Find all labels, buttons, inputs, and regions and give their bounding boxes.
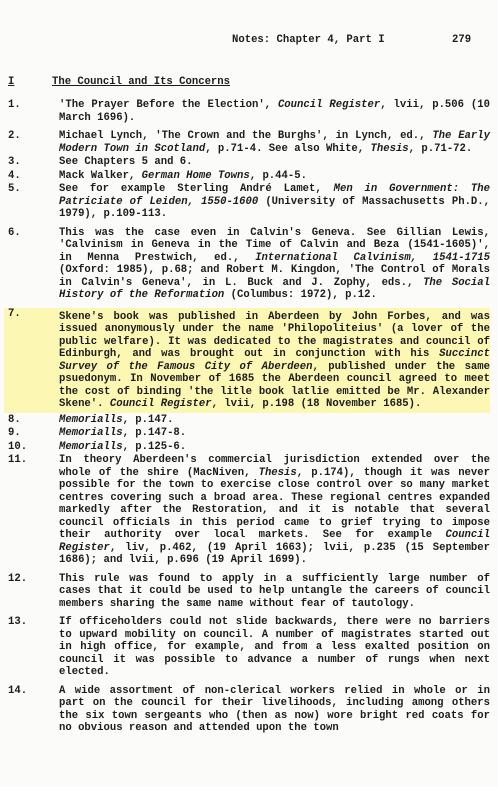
section-title: The Council and Its Concerns xyxy=(52,76,231,88)
italic-title: Council Register xyxy=(109,398,212,410)
text-run: If officeholders could not slide backwards, there were no barriers to upward mobility on council. A number of magistrates started out in high office, for example, and from a less exalted position on council it was possible to advance a number of rungs when next elected. xyxy=(59,616,490,678)
endnote-text xyxy=(59,183,490,221)
endnote-10 xyxy=(8,441,490,454)
endnote-text xyxy=(59,454,490,567)
highlighted-note xyxy=(4,308,490,413)
endnote-number: 8. xyxy=(8,413,21,426)
endnote-text xyxy=(59,170,490,183)
text-run: See for example Sterling André Lamet, xyxy=(59,183,334,195)
italic-title: Memorialls xyxy=(59,427,123,439)
italic-title: Memorialls xyxy=(59,440,123,453)
endnote-1 xyxy=(8,99,490,124)
running-header xyxy=(0,34,498,48)
endnote-number: 4. xyxy=(8,169,21,182)
text-run: Michael Lynch, 'The Crown and the Burghs', in Lynch, ed., xyxy=(59,130,433,142)
italic-title: Council Register xyxy=(277,99,381,111)
endnote-text xyxy=(59,227,490,302)
text-run: , p.147. xyxy=(122,413,174,426)
endnote-text xyxy=(59,130,490,155)
endnote-text xyxy=(59,99,490,124)
text-run: , lvii, p.198 (18 November 1685). xyxy=(211,398,422,410)
italic-title: Council Register xyxy=(59,529,490,554)
italic-title: Succinct Survey of the Famous City of Aberdeen xyxy=(59,348,490,373)
endnote-text xyxy=(59,311,490,411)
endnote-number: 1. xyxy=(8,99,21,111)
text-run: (Oxford: 1985), p.68; and Robert M. Kingdon, 'The Control of Morals in Calvin's Geneva', in L. Buck and J. Zophy, eds., xyxy=(59,264,490,289)
text-run: A wide assortment of non-clerical workers relied in whole or in part on the council for their livelihoods, including among others the six town sergeants who (then as now) wore bright red coats for no obvious reason and attended upon the town xyxy=(59,684,490,734)
endnote-number: 7. xyxy=(8,307,21,320)
page-number: 279 xyxy=(452,34,472,46)
endnote-7 xyxy=(8,308,490,413)
endnote-number: 14. xyxy=(8,684,28,697)
text-run: , p.71-4. See also White, xyxy=(205,142,371,155)
endnote-13 xyxy=(8,616,490,679)
section-number: I xyxy=(8,76,15,88)
endnote-number: 10. xyxy=(8,440,28,453)
italic-title: The Early Modern Town in Scotland xyxy=(59,130,490,155)
text-run: , p.125-6. xyxy=(122,440,187,453)
endnote-5 xyxy=(8,183,490,221)
italic-title: Thesis xyxy=(258,466,297,479)
endnote-text xyxy=(59,685,490,735)
endnote-2 xyxy=(8,130,490,155)
endnote-4 xyxy=(8,170,490,183)
italic-title: International Calvinism, 1541-1715 xyxy=(255,251,490,264)
text-run: (University of Massachusetts Ph.D., 1979), p.109-113. xyxy=(59,195,490,220)
endnote-text xyxy=(59,427,490,440)
endnote-text xyxy=(59,156,490,169)
section-heading xyxy=(8,76,488,88)
header-title: Notes: Chapter 4, Part I xyxy=(232,34,385,46)
endnotes-list xyxy=(8,99,490,735)
endnote-number: 11. xyxy=(8,454,28,466)
text-run: This rule was found to apply in a sufficiently large number of cases that it could be used to help untangle the careers of council members sharing the same name without fear of tautology. xyxy=(59,572,490,610)
text-run: , p.174), though it was never possible for the town to exercise close control over so many market centres covering such a broad area. These regional centres expanded markedly after the Restoration, and it is notable that several council officials in this period came to grief trying to impose their authority over local markets. See for example xyxy=(59,466,490,541)
text-run: (Columbus: 1972), p.12. xyxy=(224,289,377,301)
endnote-11 xyxy=(8,454,490,567)
italic-title: The Social History of the Reformation xyxy=(59,276,490,301)
text-run: 'The Prayer Before the Election', xyxy=(59,99,278,111)
endnote-3 xyxy=(8,156,490,169)
text-run: , p.147-8. xyxy=(122,427,187,439)
endnote-text xyxy=(59,616,490,679)
endnote-number: 2. xyxy=(8,130,21,142)
endnote-text xyxy=(59,441,490,454)
text-run: See Chapters 5 and 6. xyxy=(59,156,193,168)
text-run: , p.44-5. xyxy=(249,169,307,182)
endnote-8 xyxy=(8,414,490,427)
endnote-number: 13. xyxy=(8,616,28,628)
text-run: This was the case even in Calvin's Geneva. See Gillian Lewis, 'Calvinism in Geneva in the Time of Calvin and Beza (1541-1605)', in Menna Prestwich, ed., xyxy=(59,226,490,264)
text-run: , liv, p.462, (19 April 1663); lvii, p.235 (15 September 1686); and lvii, p.696 (19 April 1699). xyxy=(59,541,490,566)
text-run: In theory Aberdeen's commercial jurisdiction extended over the whole of the shire (MacNiven, xyxy=(59,454,490,479)
italic-title: Memorialls xyxy=(59,413,123,426)
endnote-number: 6. xyxy=(8,226,21,239)
endnote-12 xyxy=(8,573,490,611)
italic-title: Men in Government: The Patriciate of Leiden, 1550-1600 xyxy=(59,183,490,208)
italic-title: Thesis xyxy=(370,142,409,155)
text-run: , published under the same psuedonym. In November of 1685 the Aberdeen council agreed to meet the cost of binding 'the litle book latlie emitted be Mr. Alexander Skene'. xyxy=(59,360,490,410)
text-run: Skene's book was published in Aberdeen by John Forbes, and was issued anonymously under the name 'Philopoliteius' (a lover of the public welfare). It was dedicated to the magistrates and council of Edinburgh, and was brought out in conjunction with his xyxy=(59,310,490,360)
endnote-6 xyxy=(8,227,490,302)
endnote-number: 5. xyxy=(8,183,21,195)
endnote-number: 3. xyxy=(8,156,21,168)
endnote-number: 9. xyxy=(8,427,21,439)
text-run: , p.71-72. xyxy=(408,142,473,155)
endnote-number: 12. xyxy=(8,572,28,585)
endnote-text xyxy=(59,414,490,427)
endnote-9 xyxy=(8,427,490,440)
text-run: Mack Walker, xyxy=(59,169,142,182)
text-run: , lvii, p.506 (10 March 1696). xyxy=(59,99,490,124)
endnote-14 xyxy=(8,685,490,735)
italic-title: German Home Towns xyxy=(141,169,250,182)
endnote-text xyxy=(59,573,490,611)
